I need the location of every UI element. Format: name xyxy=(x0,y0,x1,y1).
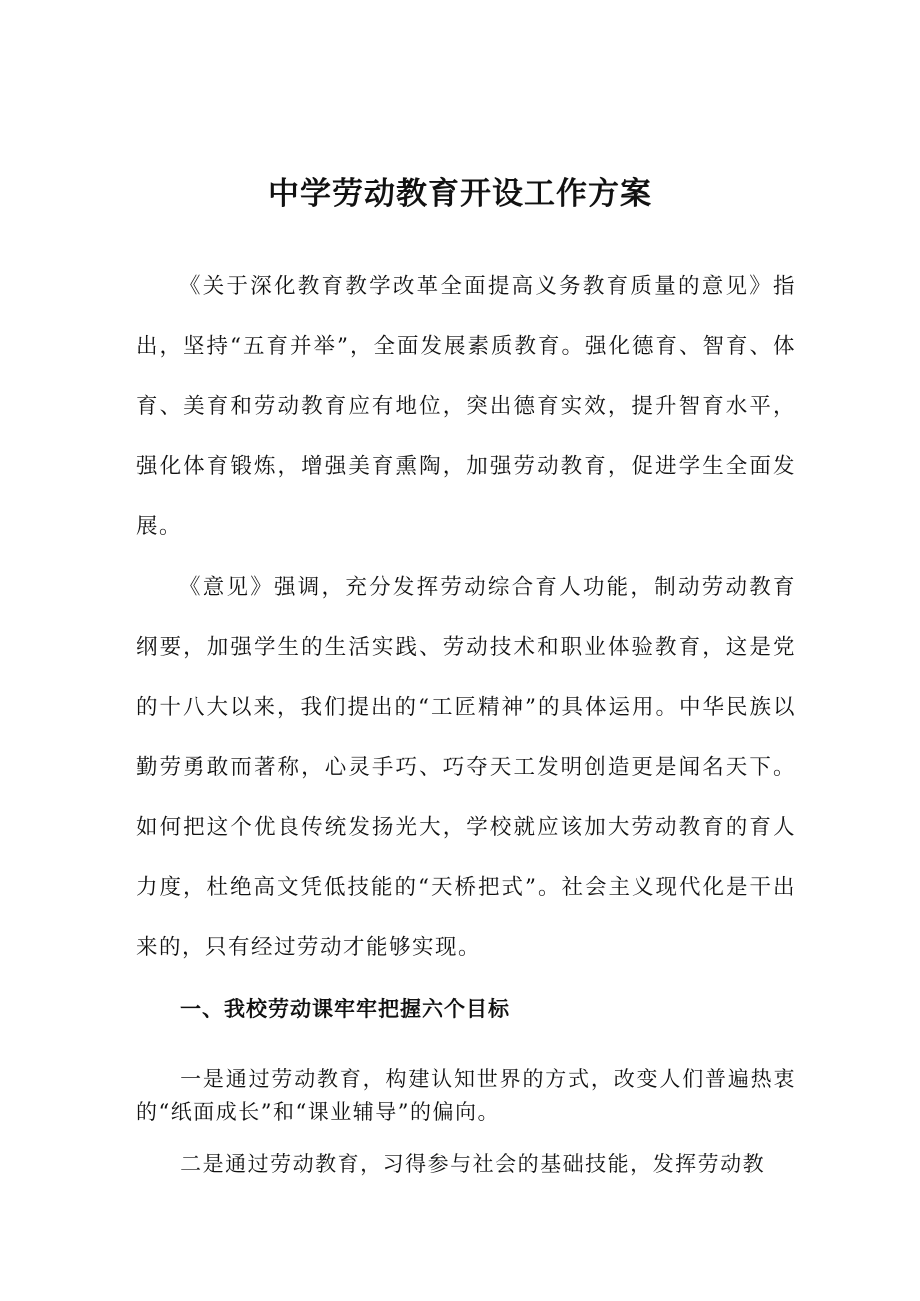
goal-item-1: 一是通过劳动教育，构建认知世界的方式，改变人们普遍热衷的“纸面成长”和“课业辅导”的偏向。 xyxy=(136,1067,796,1124)
body-paragraph-1: 《关于深化教育教学改革全面提高义务教育质量的意见》指出，坚持“五育并举”，全面发展素质教育。强化德育、智育、体育、美育和劳动教育应有地位，突出德育实效，提升智育水平，强化体育锻炼，增强美育熏陶，加强劳动教育，促进学生全面发展。 xyxy=(136,274,796,539)
section-heading-1: 一、我校劳动课牢牢把握六个目标 xyxy=(180,997,510,1021)
goal-item-2: 二是通过劳动教育，习得参与社会的基础技能，发挥劳动教 xyxy=(180,1152,766,1176)
body-paragraph-2: 《意见》强调，充分发挥劳动综合育人功能，制动劳动教育纲要，加强学生的生活实践、劳动技术和职业体验教育，这是党的十八大以来，我们提出的“工匠精神”的具体运用。中华民族以勤劳勇敢而著称，心灵手巧、巧夺天工发明创造更是闻名天下。如何把这个优良传统发扬光大，学校就应该加大劳动教育的育人力度，杜绝高文凭低技能的“天桥把式”。社会主义现代化是干出来的，只有经过劳动才能够实现。 xyxy=(136,575,796,960)
document-title: 中学劳动教育开设工作方案 xyxy=(268,176,652,212)
